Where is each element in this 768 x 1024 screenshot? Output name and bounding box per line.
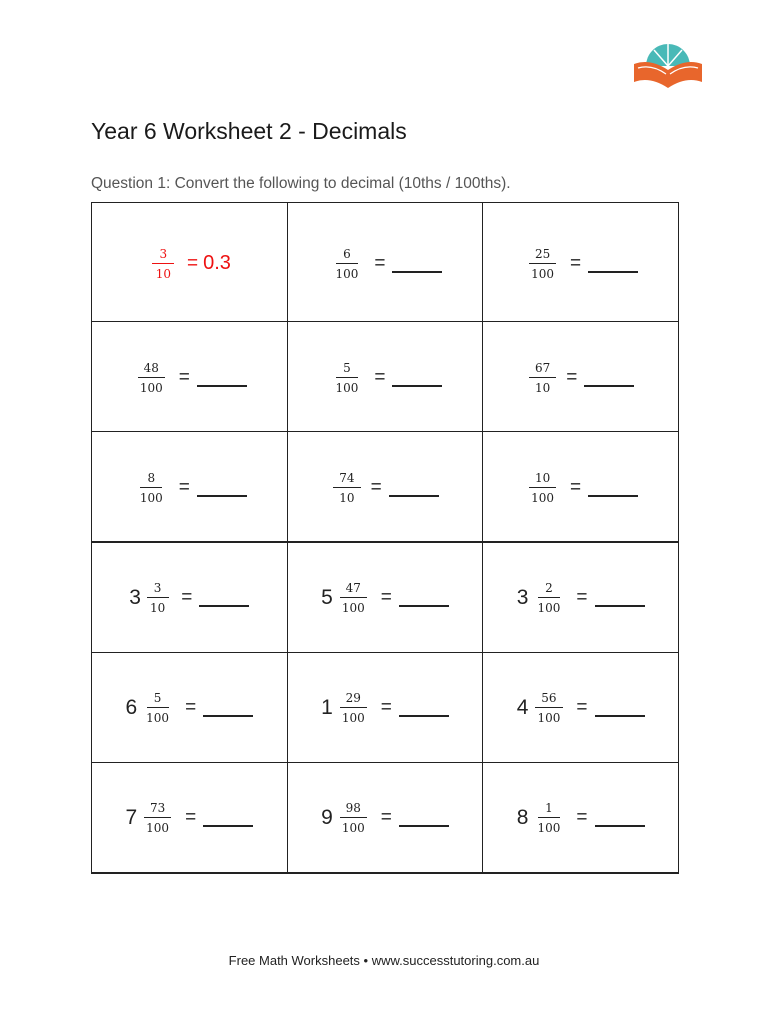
numerator: 29 — [340, 692, 367, 708]
denominator: 10 — [534, 381, 551, 395]
problem-cell — [287, 432, 483, 543]
problem-cell — [483, 763, 679, 874]
example-cell — [92, 203, 288, 322]
numerator: 5 — [147, 692, 169, 708]
answer-blank[interactable] — [399, 589, 449, 607]
problem-cell — [92, 542, 288, 653]
whole-number: 1 — [321, 695, 333, 719]
numerator: 48 — [138, 362, 165, 378]
equals-sign: = — [566, 367, 578, 388]
whole-number: 3 — [129, 585, 141, 609]
whole-number: 6 — [125, 695, 138, 719]
denominator: 100 — [537, 600, 561, 615]
equals-sign: = — [370, 477, 382, 498]
table-row — [92, 763, 679, 874]
answer-blank[interactable] — [197, 369, 247, 387]
problem-cell — [483, 542, 679, 653]
page-title: Year 6 Worksheet 2 - Decimals — [91, 118, 407, 144]
equals-sign: = — [178, 367, 190, 388]
denominator: 100 — [537, 710, 561, 725]
problem-grid — [91, 202, 679, 874]
table-row — [92, 542, 679, 653]
answer-blank[interactable] — [392, 369, 442, 387]
problem-cell — [483, 203, 679, 322]
table-row — [92, 653, 679, 763]
answer-blank[interactable] — [197, 479, 247, 497]
problem-cell — [287, 322, 483, 432]
denominator: 10 — [149, 600, 166, 615]
problem-cell — [92, 432, 288, 543]
whole-number: 4 — [516, 695, 529, 719]
problem-cell — [287, 203, 483, 322]
answer-blank[interactable] — [399, 699, 449, 717]
numerator: 3 — [152, 248, 174, 264]
denominator: 100 — [537, 820, 561, 835]
numerator: 74 — [333, 472, 360, 488]
denominator: 100 — [146, 710, 170, 725]
whole-number: 9 — [321, 805, 333, 829]
problem-cell — [483, 322, 679, 432]
problem-cell — [287, 542, 483, 653]
denominator: 100 — [531, 491, 555, 505]
denominator: 10 — [339, 491, 355, 505]
equals-sign: = — [178, 477, 190, 498]
whole-number: 5 — [321, 585, 333, 609]
numerator: 98 — [340, 802, 367, 818]
problem-cell — [92, 322, 288, 432]
question-prompt: Question 1: Convert the following to decimal (10ths / 100ths). — [91, 175, 511, 192]
equals-sign: = — [576, 586, 588, 608]
numerator: 67 — [529, 362, 556, 378]
denominator: 100 — [531, 266, 555, 281]
equals-sign: = — [185, 806, 197, 828]
numerator: 73 — [144, 802, 171, 818]
whole-number: 7 — [125, 805, 138, 829]
problem-cell — [92, 763, 288, 874]
denominator: 100 — [341, 710, 365, 725]
equals-sign: = — [380, 806, 392, 828]
equals-sign: = — [380, 586, 392, 608]
answer-blank[interactable] — [595, 699, 645, 717]
equals-sign: = — [187, 252, 199, 274]
equals-sign: = — [576, 806, 588, 828]
answer-blank[interactable] — [588, 479, 638, 497]
answer-blank[interactable] — [595, 589, 645, 607]
problem-cell — [483, 432, 679, 543]
table-row — [92, 203, 679, 322]
numerator: 47 — [340, 582, 367, 598]
answer-blank[interactable] — [203, 809, 253, 827]
problem-cell — [287, 763, 483, 874]
numerator: 3 — [147, 582, 169, 598]
answer-blank[interactable] — [595, 809, 645, 827]
numerator: 5 — [336, 362, 358, 378]
equals-sign: = — [374, 367, 386, 388]
table-row — [92, 322, 679, 432]
whole-number: 8 — [516, 805, 529, 829]
equals-sign: = — [185, 696, 197, 718]
answer-blank[interactable] — [199, 589, 249, 607]
equals-sign: = — [374, 252, 386, 274]
numerator: 10 — [529, 472, 556, 488]
numerator: 6 — [336, 248, 358, 264]
denominator: 100 — [335, 266, 359, 281]
denominator: 100 — [139, 381, 163, 395]
example-fraction — [150, 248, 177, 280]
equals-sign: = — [570, 252, 582, 274]
numerator: 8 — [140, 472, 162, 488]
denominator: 100 — [341, 820, 365, 835]
equals-sign: = — [576, 696, 588, 718]
answer-blank[interactable] — [399, 809, 449, 827]
denominator: 100 — [139, 491, 163, 505]
denominator: 10 — [155, 266, 171, 281]
numerator: 2 — [538, 582, 560, 598]
book-logo-icon — [630, 36, 706, 92]
numerator: 25 — [529, 248, 556, 264]
whole-number: 3 — [516, 585, 529, 609]
answer-blank[interactable] — [588, 255, 638, 273]
equals-sign: = — [380, 696, 392, 718]
example-answer: 0.3 — [203, 252, 231, 274]
answer-blank[interactable] — [389, 479, 439, 497]
answer-blank[interactable] — [203, 699, 253, 717]
table-row — [92, 432, 679, 543]
numerator: 56 — [535, 692, 562, 708]
denominator: 100 — [335, 381, 359, 395]
answer-blank[interactable] — [584, 369, 634, 387]
equals-sign: = — [570, 477, 582, 498]
equals-sign: = — [181, 586, 193, 608]
problem-cell — [287, 653, 483, 763]
denominator: 100 — [146, 820, 170, 835]
denominator: 100 — [341, 600, 365, 615]
numerator: 1 — [538, 802, 560, 818]
footer-text: Free Math Worksheets • www.successtutoring.com.au — [228, 953, 540, 968]
problem-cell — [483, 653, 679, 763]
problem-cell — [92, 653, 288, 763]
answer-blank[interactable] — [392, 255, 442, 273]
